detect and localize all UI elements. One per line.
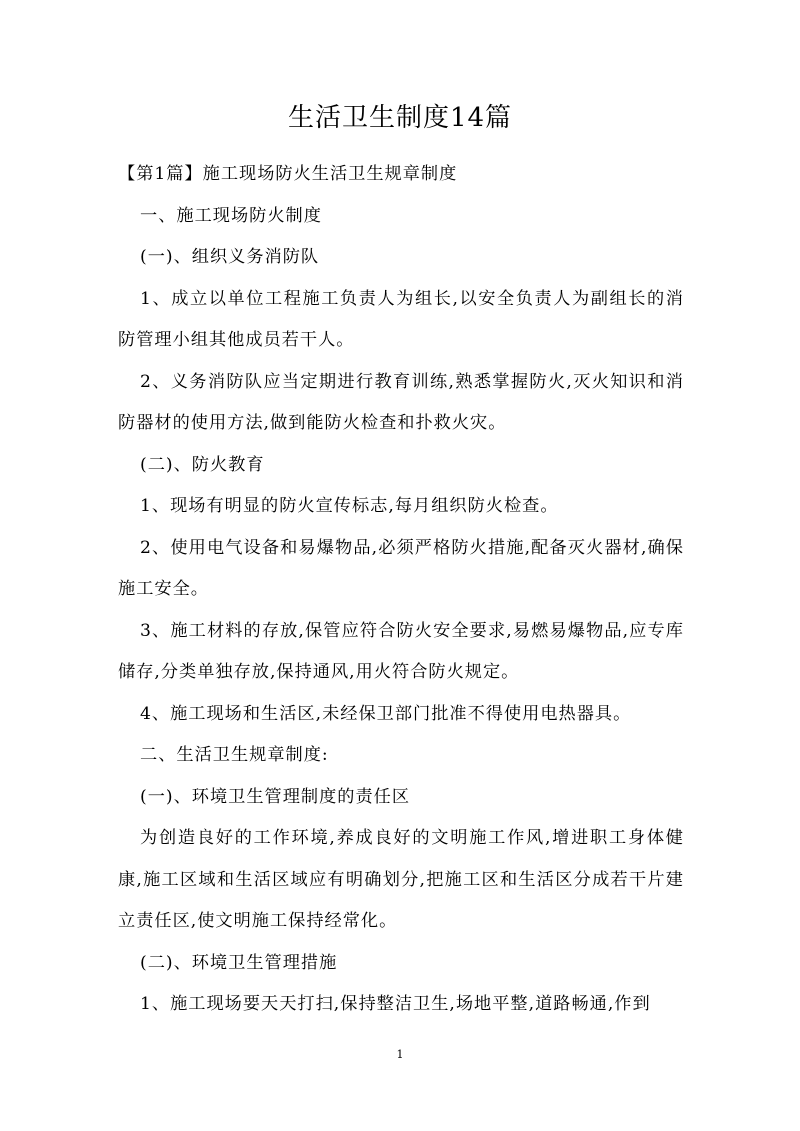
paragraph: 2、使用电气设备和易爆物品,必须严格防火措施,配备灭火器材,确保施工安全。 <box>118 537 684 599</box>
paragraph: 3、施工材料的存放,保管应符合防火安全要求,易燃易爆物品,应专库储存,分类单独存放,保持通风,用火符合防火规定。 <box>118 620 684 682</box>
paragraph: 1、成立以单位工程施工负责人为组长,以安全负责人为副组长的消防管理小组其他成员若干人。 <box>118 288 684 350</box>
document-body <box>118 154 684 1026</box>
chapter-heading: 【第1篇】施工现场防火生活卫生规章制度 <box>118 164 458 184</box>
paragraph: 2、义务消防队应当定期进行教育训练,熟悉掌握防火,灭火知识和消防器材的使用方法,做到能防火检查和扑救火灾。 <box>118 371 684 433</box>
paragraph: 1、现场有明显的防火宣传标志,每月组织防火检查。 <box>140 496 559 516</box>
section-heading: 一、施工现场防火制度 <box>140 205 322 226</box>
subsection-heading: (一)、环境卫生管理制度的责任区 <box>140 786 411 807</box>
subsection-heading: (一)、组织义务消防队 <box>140 247 320 267</box>
section-heading: 二、生活卫生规章制度: <box>140 745 329 765</box>
page-number: 1 <box>396 1048 404 1061</box>
paragraph: 1、施工现场要天天打扫,保持整洁卫生,场地平整,道路畅通,作到 <box>140 994 651 1014</box>
subsection-heading: (二)、环境卫生管理措施 <box>140 952 338 973</box>
paragraph: 4、施工现场和生活区,未经保卫部门批准不得使用电热器具。 <box>140 703 632 724</box>
subsection-heading: (二)、防火教育 <box>140 454 265 475</box>
document-title: 生活卫生制度14篇 <box>287 103 513 133</box>
paragraph: 为创造良好的工作环境,养成良好的文明施工作风,增进职工身体健康,施工区域和生活区域应有明确划分,把施工区和生活区分成若干片建立责任区,使文明施工保持经常化。 <box>118 828 684 931</box>
